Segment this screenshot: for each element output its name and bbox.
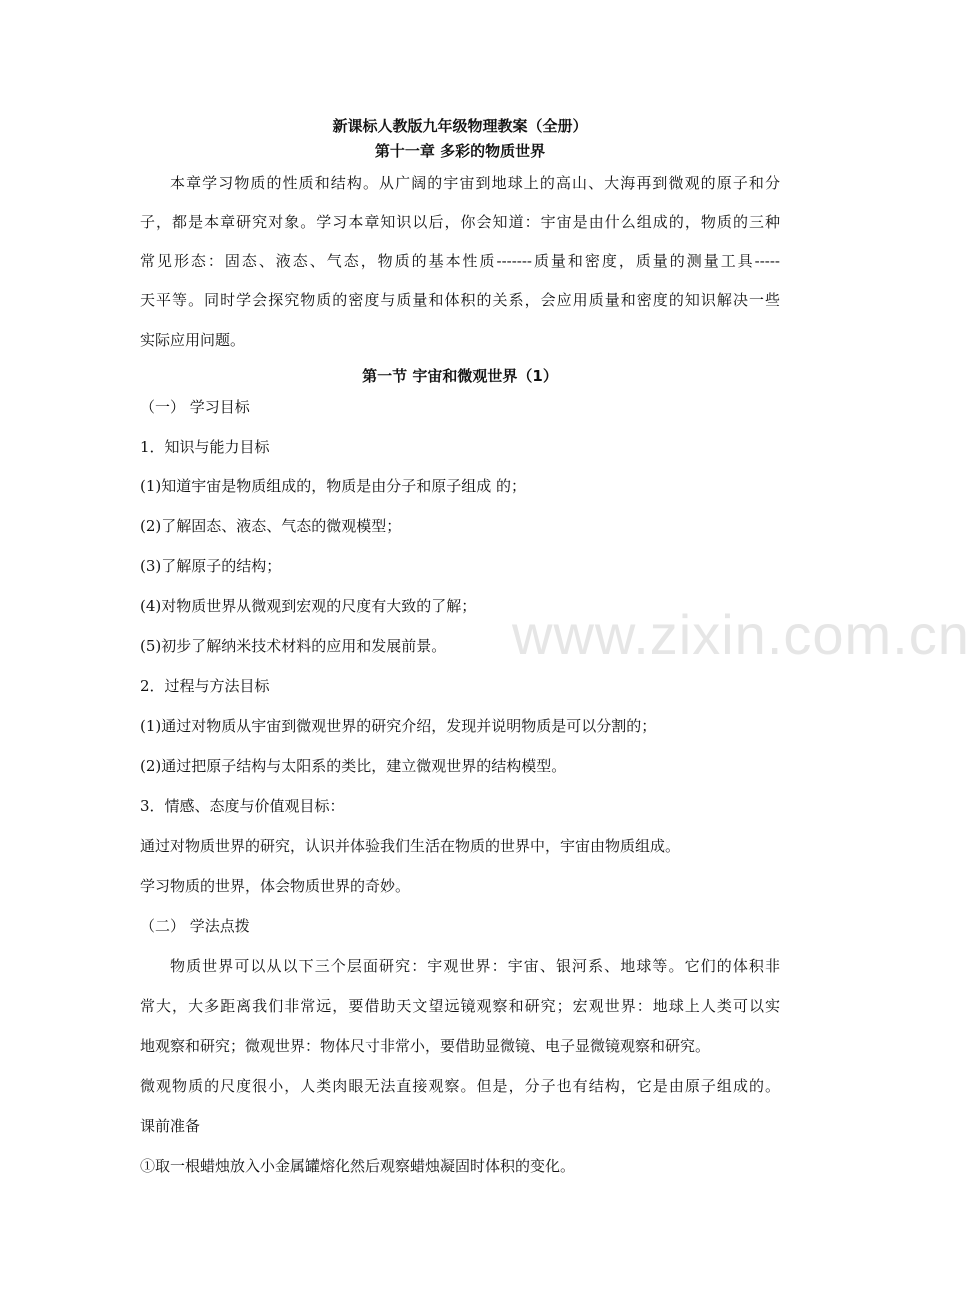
intro-paragraph-line: 本章学习物质的性质和结构。从广阔的宇宙到地球上的高山、大海再到微观的原子和分 xyxy=(170,174,780,192)
method-paragraph-line: 地观察和研究；微观世界：物体尺寸非常小，要借助显微镜、电子显微镜观察和研究。 xyxy=(140,1037,711,1055)
document-title: 新课标人教版九年级物理教案（全册） xyxy=(332,117,588,135)
method-paragraph-line: 常大，大多距离我们非常远，要借助天文望远镜观察和研究；宏观世界：地球上人类可以实 xyxy=(140,997,780,1015)
prep-item: ①取一根蜡烛放入小金属罐熔化然后观察蜡烛凝固时体积的变化。 xyxy=(140,1157,576,1175)
goal1-item: (3)了解原子的结构； xyxy=(140,557,282,575)
part1-heading: （一） 学习目标 xyxy=(140,398,250,416)
intro-paragraph-line: 实际应用问题。 xyxy=(140,331,246,349)
part2-heading: （二） 学法点拨 xyxy=(140,917,250,935)
intro-paragraph-line: 天平等。同时学会探究物质的密度与质量和体积的关系，会应用质量和密度的知识解决一些 xyxy=(140,291,780,309)
goal1-item: (2)了解固态、液态、气态的微观模型； xyxy=(140,517,402,535)
goal1-item: (4)对物质世界从微观到宏观的尺度有大致的了解； xyxy=(140,597,477,615)
goal1-item: (5)初步了解纳米技术材料的应用和发展前景。 xyxy=(140,637,447,655)
method-paragraph-line: 物质世界可以从以下三个层面研究：宇观世界：宇宙、银河系、地球等。它们的体积非 xyxy=(170,957,780,975)
intro-paragraph-line: 常见形态：固态、液态、气态，物质的基本性质-------质量和密度，质量的测量工具----- xyxy=(140,252,780,270)
goal3-line: 通过对物质世界的研究，认识并体验我们生活在物质的世界中，宇宙由物质组成。 xyxy=(140,837,681,855)
section-title: 第一节 宇宙和微观世界（1） xyxy=(362,367,558,385)
goal3-line: 学习物质的世界，体会物质世界的奇妙。 xyxy=(140,877,411,895)
goal2-item: (2)通过把原子结构与太阳系的类比，建立微观世界的结构模型。 xyxy=(140,757,567,775)
chapter-title: 第十一章 多彩的物质世界 xyxy=(374,142,546,160)
goal1-item: (1)知道宇宙是物质组成的，物质是由分子和原子组成 的； xyxy=(140,477,527,495)
goal3-heading: 3．情感、态度与价值观目标： xyxy=(140,797,345,815)
goal2-item: (1)通过对物质从宇宙到微观世界的研究介绍，发现并说明物质是可以分割的； xyxy=(140,717,657,735)
goal2-heading: 2．过程与方法目标 xyxy=(140,677,270,695)
prep-heading: 课前准备 xyxy=(140,1117,201,1135)
watermark: www.zixin.com.cn xyxy=(512,603,970,666)
method-paragraph-line: 微观物质的尺度很小，人类肉眼无法直接观察。但是，分子也有结构，它是由原子组成的。 xyxy=(140,1077,780,1095)
intro-paragraph-line: 子，都是本章研究对象。学习本章知识以后，你会知道：宇宙是由什么组成的，物质的三种 xyxy=(140,213,780,231)
goal1-heading: 1．知识与能力目标 xyxy=(140,438,270,456)
